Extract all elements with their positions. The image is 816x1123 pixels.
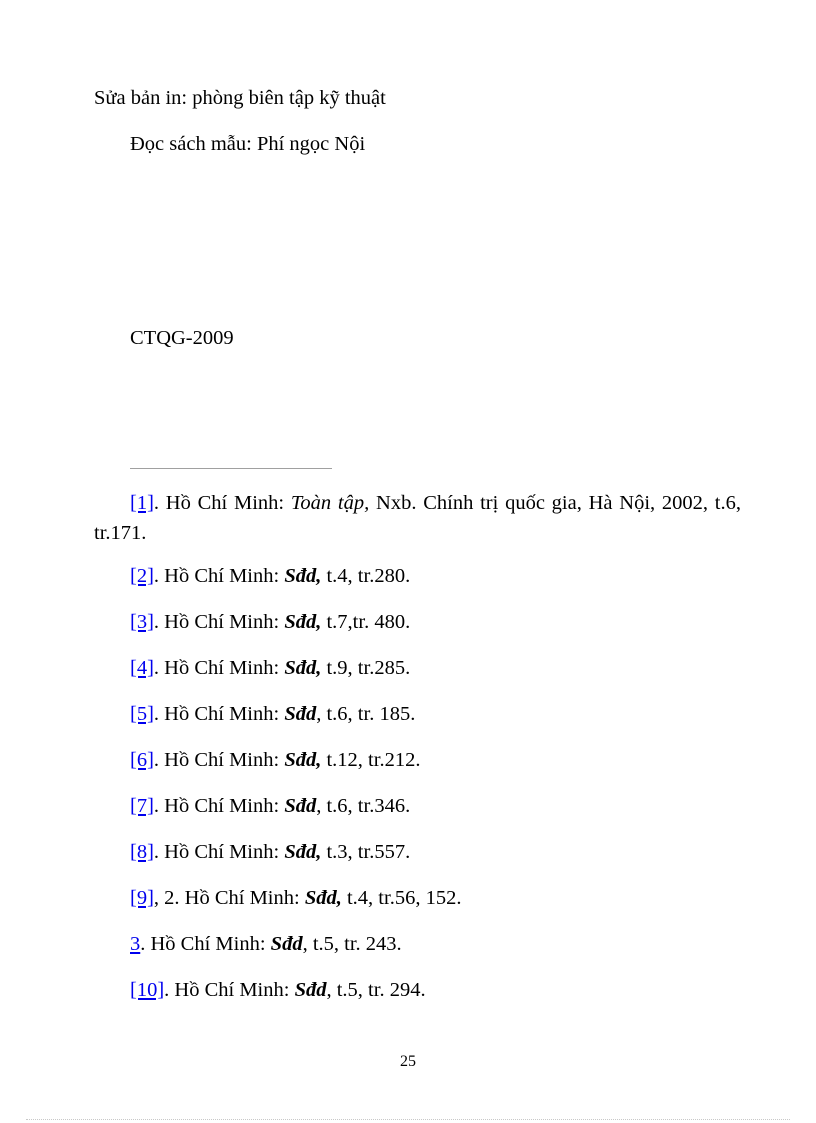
footnote-3 bbox=[130, 610, 410, 634]
footnote-8 bbox=[130, 840, 410, 864]
footnote-details: t.4, tr.56, 152. bbox=[341, 887, 462, 909]
footnote-ref-link[interactable]: [1] bbox=[130, 492, 154, 514]
footnote-details: t.4, tr.280. bbox=[321, 565, 411, 587]
footnote-details: t.12, tr.212. bbox=[321, 749, 421, 771]
footnote-title: Sđd, bbox=[304, 887, 342, 909]
footnote-details: Nxb. Chính trị quốc gia, Hà Nội, 2002, t.6, tr.171. bbox=[94, 492, 742, 544]
footnote-author: Hồ Chí Minh: bbox=[184, 887, 305, 909]
footnote-ref-link[interactable]: 3 bbox=[130, 933, 141, 955]
footnote-ref-link[interactable]: [9] bbox=[130, 887, 154, 909]
footnote-4 bbox=[130, 656, 410, 680]
footnote-author: Hồ Chí Minh: bbox=[164, 657, 285, 679]
footnote-ref-link[interactable]: [2] bbox=[130, 565, 154, 587]
footnote-author: Hồ Chí Minh: bbox=[164, 841, 285, 863]
footnote-title: Sđd bbox=[294, 979, 327, 1001]
footnote-author: Hồ Chí Minh: bbox=[164, 703, 285, 725]
footnote-details: t.9, tr.285. bbox=[321, 657, 411, 679]
footnote-separator-text: . bbox=[164, 979, 175, 1001]
footnote-separator-text: . bbox=[153, 565, 165, 587]
sample-reading-credit: Đọc sách mẫu: Phí ngọc Nội bbox=[130, 133, 366, 155]
footnote-title: Sđd, bbox=[284, 565, 322, 587]
footnote-author: Hồ Chí Minh: bbox=[164, 565, 285, 587]
footnote-ref-link[interactable]: [4] bbox=[130, 657, 154, 679]
footnote-details: , t.6, tr.346. bbox=[316, 795, 411, 817]
footnote-details: , t.5, tr. 294. bbox=[326, 979, 426, 1001]
footnote-title: Sđd, bbox=[284, 611, 322, 633]
footnote-author: Hồ Chí Minh: bbox=[164, 795, 285, 817]
footnote-separator-text: . bbox=[153, 492, 166, 514]
footnote-ref-link[interactable]: [10] bbox=[130, 979, 165, 1001]
footnote-separator-text: . bbox=[153, 611, 165, 633]
footnote-separator-text: . bbox=[153, 795, 165, 817]
footnote-details: , t.5, tr. 243. bbox=[302, 933, 402, 955]
proofreading-credit: Sửa bản in: phòng biên tập kỹ thuật bbox=[94, 87, 386, 109]
footnote-title: Sđd, bbox=[284, 841, 322, 863]
footnote-author: Hồ Chí Minh: bbox=[165, 492, 291, 514]
footnote-2 bbox=[130, 564, 410, 588]
page-number: 25 bbox=[400, 1053, 416, 1070]
footnote-author: Hồ Chí Minh: bbox=[174, 979, 295, 1001]
footnote-details: t.7,tr. 480. bbox=[321, 611, 411, 633]
footnote-title: Sđd, bbox=[284, 749, 322, 771]
footnote-separator-text: . bbox=[153, 703, 165, 725]
page-bottom-border bbox=[26, 1119, 790, 1120]
footnote-7 bbox=[130, 794, 410, 818]
footnote-title: Sđd bbox=[284, 703, 317, 725]
footnote-title: Toàn tập, bbox=[290, 492, 370, 514]
footnote-ref-link[interactable]: [7] bbox=[130, 795, 154, 817]
footnote-9 bbox=[130, 886, 461, 910]
footnote-ref-link[interactable]: [8] bbox=[130, 841, 154, 863]
footnote-title: Sđd bbox=[270, 933, 303, 955]
footnote-title: Sđd bbox=[284, 795, 317, 817]
footnote-3-secondary bbox=[130, 932, 402, 956]
footnote-separator-text: . bbox=[140, 933, 151, 955]
footnote-author: Hồ Chí Minh: bbox=[164, 749, 285, 771]
footnote-title: Sđd, bbox=[284, 657, 322, 679]
footnote-separator bbox=[130, 468, 332, 469]
footnote-separator-text: . bbox=[153, 749, 165, 771]
footnote-10 bbox=[130, 978, 426, 1002]
footnote-5 bbox=[130, 702, 415, 726]
publication-code: CTQG-2009 bbox=[130, 327, 234, 349]
footnote-details: , t.6, tr. 185. bbox=[316, 703, 416, 725]
footnote-details: t.3, tr.557. bbox=[321, 841, 411, 863]
footnote-separator-text: , 2. bbox=[153, 887, 185, 909]
footnote-separator-text: . bbox=[153, 841, 165, 863]
footnote-separator-text: . bbox=[153, 657, 165, 679]
footnote-ref-link[interactable]: [3] bbox=[130, 611, 154, 633]
footnote-author: Hồ Chí Minh: bbox=[150, 933, 271, 955]
footnote-6 bbox=[130, 748, 420, 772]
footnote-ref-link[interactable]: [6] bbox=[130, 749, 154, 771]
footnote-ref-link[interactable]: [5] bbox=[130, 703, 154, 725]
footnote-author: Hồ Chí Minh: bbox=[164, 611, 285, 633]
footnote-1 bbox=[94, 488, 741, 548]
